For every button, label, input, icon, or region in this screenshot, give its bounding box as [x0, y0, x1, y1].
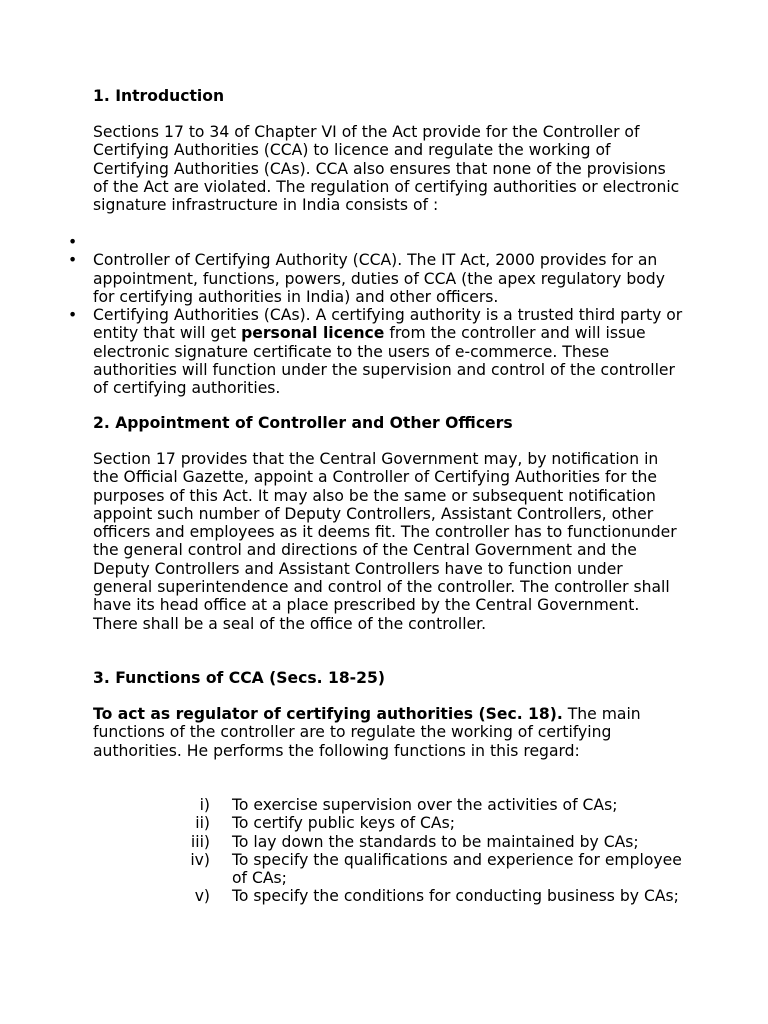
list-item-number: iii) [190, 832, 210, 851]
list-item-cas-text-2: from the controller and will issue electronic signature certificate to the users of e-commerce. These authorities will function under the supervision and control of the controller of certifying authorities. [93, 324, 675, 398]
list-item-cca [68, 251, 688, 306]
section-heading-appointment: 2. Appointment of Controller and Other Officers [93, 414, 513, 432]
regulation-bullet-list [68, 233, 688, 398]
list-item-text: To specify the conditions for conducting business by CAs; [232, 887, 679, 906]
list-item [150, 833, 690, 851]
list-item-text: To exercise supervision over the activities of CAs; [232, 796, 618, 814]
bullet-icon: • [68, 233, 78, 251]
section-heading-introduction: 1. Introduction [93, 87, 225, 105]
functions-numbered-list [150, 796, 690, 906]
list-item-cas [68, 306, 688, 397]
list-item-cas-text-1: Certifying Authorities (CAs). A certifying authority is a trusted third party or entity that will get [93, 306, 683, 343]
section-heading-functions: 3. Functions of CCA (Secs. 18-25) [93, 669, 385, 687]
list-item-cas-bold: personal licence [241, 324, 385, 343]
list-item [150, 887, 690, 905]
list-item-number: v) [194, 887, 210, 906]
list-item [150, 851, 690, 888]
list-item [150, 796, 690, 814]
list-item-number: iv) [190, 850, 210, 869]
list-item-text: To specify the qualifications and experience for employee of CAs; [232, 850, 682, 888]
bullet-icon: • [68, 251, 78, 270]
functions-lead-bold: To act as regulator of certifying authorities (Sec. 18). [93, 705, 563, 723]
bullet-icon: • [68, 306, 78, 325]
appointment-paragraph: Section 17 provides that the Central Government may, by notification in the Official Gazette, appoint a Controller of Certifying Authorities for the purposes of this Act. It may also be the same or subsequent notification appoint such number of Deputy Controllers, Assistant Controllers, other officers and employees as it deems fit. The controller has to functionunder the general control and directions of the Central Government and the Deputy Controllers and Assistant Controllers have to function under general superintendence and control of the controller. The controller shall have its head office at a place prescribed by the Central Government. There shall be a seal of the office of the controller. [93, 450, 677, 633]
list-item [150, 814, 690, 832]
list-item-number: ii) [195, 814, 210, 833]
functions-lead-text: The main functions of the controller are to regulate the working of certifying authorities. He performs the following functions in this regard: [93, 705, 641, 760]
functions-lead-paragraph [93, 705, 683, 760]
list-item-cca-text: Controller of Certifying Authority (CCA). The IT Act, 2000 provides for an appointment, functions, powers, duties of CCA (the apex regulatory body for certifying authorities in India) and other officers. [93, 251, 665, 306]
introduction-paragraph: Sections 17 to 34 of Chapter VI of the Act provide for the Controller of Certifying Authorities (CCA) to licence and regulate the working of Certifying Authorities (CAs). CCA also ensures that none of the provisions of the Act are violated. The regulation of certifying authorities or electronic signature infrastructure in India consists of : [93, 123, 680, 215]
list-item-text: To lay down the standards to be maintained by CAs; [232, 832, 639, 851]
list-item-text: To certify public keys of CAs; [232, 814, 455, 833]
list-item-empty [68, 233, 688, 251]
list-item-number: i) [199, 796, 210, 814]
